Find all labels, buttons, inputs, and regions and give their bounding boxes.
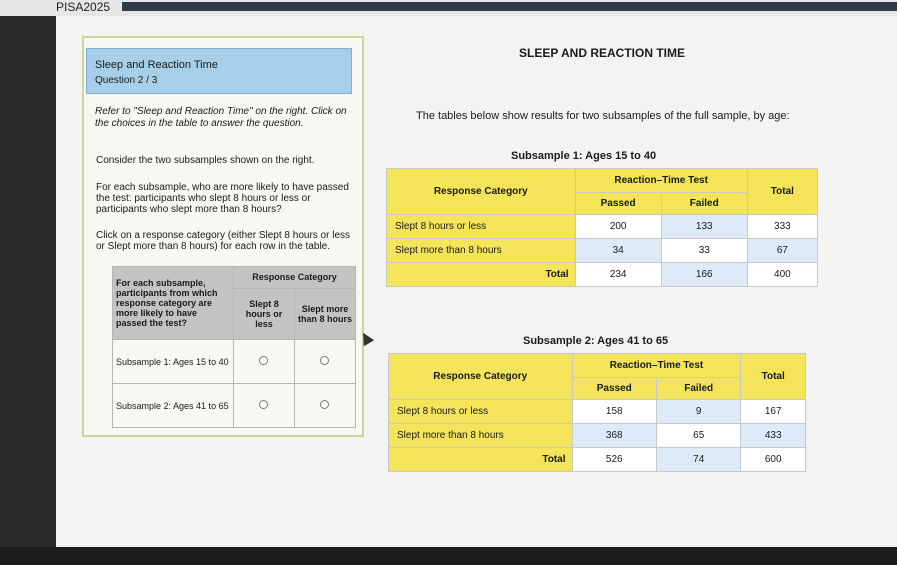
radio-icon[interactable] xyxy=(259,356,268,365)
s2-total-header: Total xyxy=(741,354,806,400)
subsample-1-title: Subsample 1: Ages 15 to 40 xyxy=(511,150,657,162)
s2-row1-label: Slept 8 hours or less xyxy=(389,400,573,424)
stimulus-title: SLEEP AND REACTION TIME xyxy=(519,46,686,60)
s1-row2-label: Slept more than 8 hours xyxy=(387,239,576,263)
s1-total-failed: 166 xyxy=(661,263,747,287)
s2-failed-header: Failed xyxy=(657,378,741,400)
option-s1-slept-8-or-less[interactable] xyxy=(233,340,294,384)
s2-row1-failed: 9 xyxy=(657,400,741,424)
s1-row1-failed: 133 xyxy=(661,215,747,239)
s2-response-category: Response Category xyxy=(389,354,573,400)
question-header xyxy=(86,48,352,94)
row-label-subsample-2: Subsample 2: Ages 41 to 65 xyxy=(113,384,234,428)
option-s1-slept-more-than-8[interactable] xyxy=(294,340,355,384)
s2-total-total: 600 xyxy=(741,448,806,472)
brand-label: PISA2025 xyxy=(56,0,111,14)
top-bar xyxy=(0,0,897,16)
s1-row1-total: 333 xyxy=(747,215,817,239)
question-para-1: Consider the two subsamples shown on the right. xyxy=(96,155,315,166)
s2-row1-passed: 158 xyxy=(572,400,656,424)
col-slept-8-or-less: Slept 8 hours or less xyxy=(233,288,294,339)
radio-icon[interactable] xyxy=(320,356,329,365)
s2-row2-failed: 65 xyxy=(657,424,741,448)
s1-row2-failed: 33 xyxy=(661,239,747,263)
question-instruction: Refer to "Sleep and Reaction Time" on the right. Click on the choices in the table to answer the question. xyxy=(95,106,347,129)
monitor-bezel xyxy=(0,547,897,565)
s1-total-label: Total xyxy=(387,263,576,287)
s2-reaction-time-header: Reaction–Time Test xyxy=(572,354,741,378)
s2-row1-total: 167 xyxy=(741,400,806,424)
s1-total-passed: 234 xyxy=(575,263,661,287)
s1-total-header: Total xyxy=(747,169,817,215)
s1-response-category: Response Category xyxy=(387,169,576,215)
s2-row2-total: 433 xyxy=(741,424,806,448)
subsample-2-title: Subsample 2: Ages 41 to 65 xyxy=(523,335,669,347)
s2-total-label: Total xyxy=(389,448,573,472)
question-progress: Question 2 / 3 xyxy=(95,75,158,86)
header-strip xyxy=(122,2,897,11)
response-table xyxy=(112,266,356,428)
row-label-subsample-1: Subsample 1: Ages 15 to 40 xyxy=(113,340,234,384)
question-para-2: For each subsample, who are more likely to have passed the test: participants who slept 8 hours or less or participants who slept more than 8 hours? xyxy=(96,182,349,215)
question-para-3: Click on a response category (either Slept 8 hours or less or Slept more than 8 hours) for each row in the table. xyxy=(96,230,351,252)
col-slept-more-than-8: Slept more than 8 hours xyxy=(294,288,355,339)
stimulus-description: The tables below show results for two subsamples of the full sample, by age: xyxy=(416,110,790,122)
subsample-2-table xyxy=(388,353,806,472)
s1-total-total: 400 xyxy=(747,263,817,287)
question-title: Sleep and Reaction Time xyxy=(95,59,218,71)
s2-row2-passed: 368 xyxy=(572,424,656,448)
response-category-header: Response Category xyxy=(233,267,355,289)
s2-total-failed: 74 xyxy=(657,448,741,472)
s2-passed-header: Passed xyxy=(572,378,656,400)
s1-passed-header: Passed xyxy=(575,193,661,215)
s1-row1-passed: 200 xyxy=(575,215,661,239)
s1-failed-header: Failed xyxy=(661,193,747,215)
subsample-1-table xyxy=(386,168,818,287)
radio-icon[interactable] xyxy=(259,400,268,409)
s1-row2-total: 67 xyxy=(747,239,817,263)
s1-reaction-time-header: Reaction–Time Test xyxy=(575,169,747,193)
s2-row2-label: Slept more than 8 hours xyxy=(389,424,573,448)
response-table-question: For each subsample, participants from which response category are more likely to have passed the test? xyxy=(113,267,234,340)
option-s2-slept-more-than-8[interactable] xyxy=(294,384,355,428)
option-s2-slept-8-or-less[interactable] xyxy=(233,384,294,428)
s1-row2-passed: 34 xyxy=(575,239,661,263)
s1-row1-label: Slept 8 hours or less xyxy=(387,215,576,239)
s2-total-passed: 526 xyxy=(572,448,656,472)
radio-icon[interactable] xyxy=(320,400,329,409)
